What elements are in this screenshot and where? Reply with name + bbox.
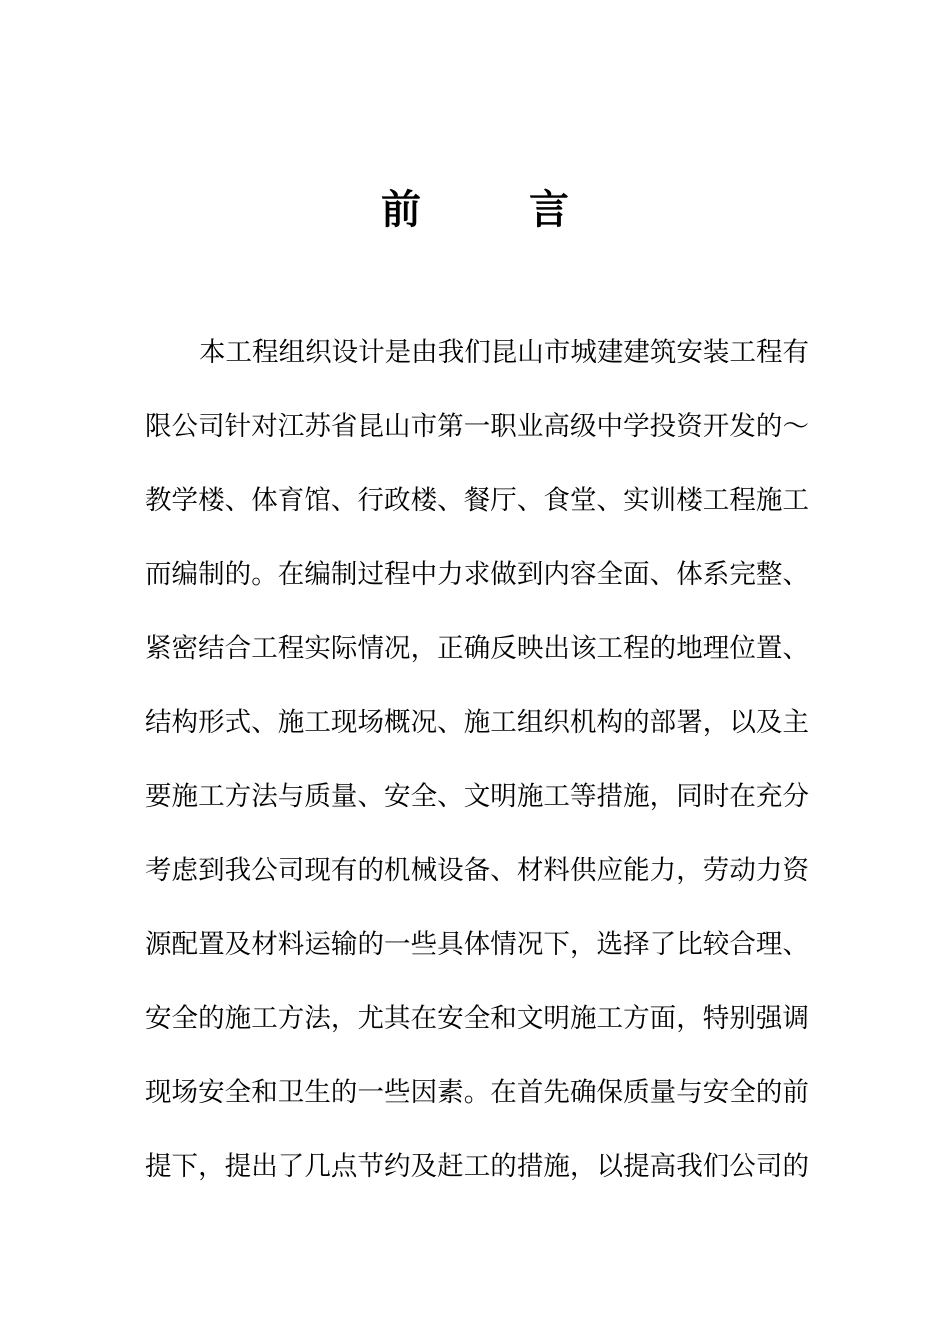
page-title xyxy=(0,180,950,240)
paragraph-line-10: 安全的施工方法，尤其在安全和文明施工方面，特别强调 xyxy=(145,1003,809,1034)
paragraph-line-9: 源配置及材料运输的一些具体情况下，选择了比较合理、 xyxy=(145,929,809,960)
paragraph-line-4: 而编制的。在编制过程中力求做到内容全面、体系完整、 xyxy=(145,559,809,590)
paragraph-line-3: 教学楼、体育馆、行政楼、餐厅、食堂、实训楼工程施工 xyxy=(145,485,809,516)
paragraph-line-2: 限公司针对江苏省昆山市第一职业高级中学投资开发的～ xyxy=(145,411,809,442)
paragraph-line-1: 本工程组织设计是由我们昆山市城建建筑安装工程有 xyxy=(199,337,809,368)
title-char-2: 言 xyxy=(529,186,569,233)
preface-paragraph xyxy=(145,326,809,1214)
paragraph-line-12: 提下，提出了几点节约及赶工的措施，以提高我们公司的 xyxy=(145,1151,809,1182)
paragraph-line-6: 结构形式、施工现场概况、施工组织机构的部署，以及主 xyxy=(145,707,809,738)
paragraph-line-7: 要施工方法与质量、安全、文明施工等措施，同时在充分 xyxy=(145,781,809,812)
title-char-1: 前 xyxy=(381,186,421,233)
paragraph-line-8: 考虑到我公司现有的机械设备、材料供应能力，劳动力资 xyxy=(145,855,809,886)
paragraph-line-11: 现场安全和卫生的一些因素。在首先确保质量与安全的前 xyxy=(145,1077,809,1108)
paragraph-line-5: 紧密结合工程实际情况，正确反映出该工程的地理位置、 xyxy=(145,633,809,664)
